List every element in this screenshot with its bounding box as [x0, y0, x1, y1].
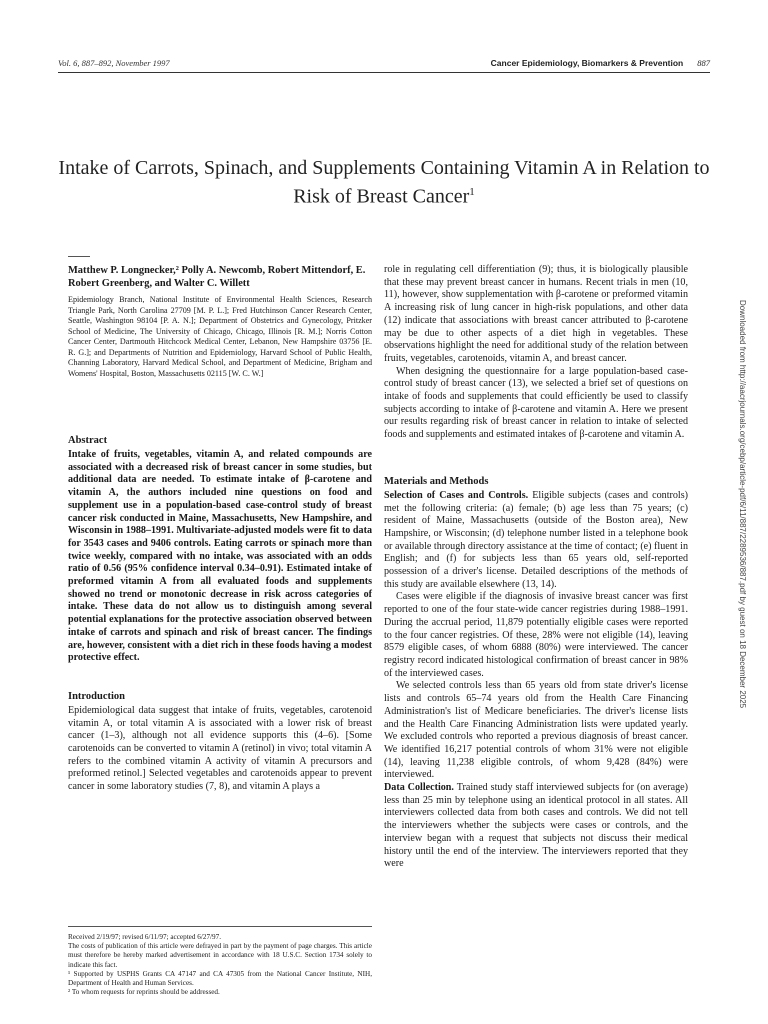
data-collection-text: Trained study staff interviewed subjects for (on average) less than 25 min by telephone using an identical protocol in all states. All interviewers collected data from both cases and controls. We did not tell the interviewers whether the subjects were cases or controls, and the interview began with a request that subjects not discuss their medical history until the end of the interview. The interviewers reported that they were — [384, 782, 688, 870]
footnote-support: ¹ Supported by USPHS Grants CA 47147 and CA 47305 from the National Cancer Institute, NIH, Department of Health and Human Services. — [68, 969, 372, 988]
selection-paragraph — [384, 490, 688, 592]
journal-header — [491, 58, 710, 68]
footnote-received: Received 2/19/97; revised 6/11/97; accepted 6/27/97. — [68, 933, 222, 941]
article-title — [40, 156, 728, 209]
data-collection-paragraph — [384, 782, 688, 871]
affiliations: Epidemiology Branch, National Institute of Environmental Health Sciences, Research Triangle Park, North Carolina 27709 [M. P. L.]; Fred Hutchinson Cancer Research Center, Seattle, Washington 98104 [P. A. N.]; Department of Obstetrics and Gynecology, Pritzker School of Medicine, The University of Chicago, Chicago, Illinois [R. M.]; Norris Cotton Cancer Center, Dartmouth Hitchcock Medical Center, Lebanon, New Hampshire 03756 [E. R. G.]; and Departments of Nutrition and Epidemiology, Harvard School of Public Health, Channing Laboratory, Harvard Medical School, and Department of Medicine, Brigham and Womens' Hospital, Boston, Massachusetts 02115 [W. C. W.] — [68, 295, 372, 378]
methods-heading: Materials and Methods — [384, 475, 489, 487]
footnotes — [68, 926, 372, 997]
introduction-heading: Introduction — [68, 690, 125, 702]
author-rule — [68, 256, 90, 257]
intro-paragraph-2: When designing the questionnaire for a large population-based case-control study of breast cancer (13), we selected a brief set of questions on intake of foods and supplements that could efficiently be used to classify subjects according to intake of β-carotene and vitamin A. Here we present our results regarding risk of breast cancer in relation to intake of selected foods and supplements and estimated intakes of β-carotene and vitamin A. — [384, 365, 688, 441]
left-column — [68, 264, 372, 794]
authors: Matthew P. Longnecker,² Polly A. Newcomb, Robert Mittendorf, E. Robert Greenberg, and Walter C. Willett — [68, 265, 366, 289]
data-collection-subheading: Data Collection. — [384, 782, 454, 794]
selection-text: Eligible subjects (cases and controls) met the following criteria: (a) female; (b) age less than 75 years; (c) resident of Maine, Massachusetts (outside of the Boston area), New Hampshire, or Wisconsin; (d) telephone number listed in a telephone book or available through directory assistance at the time of contact; (e) fluent in English; and (f) for subjects less than 65 years old, self-reported possession of a driver's license. Detailed descriptions of the methods of this study are available elsewhere (13, 14). — [384, 489, 689, 590]
abstract-heading: Abstract — [68, 435, 108, 446]
introduction-text: Epidemiological data suggest that intake of fruits, vegetables, carotenoid vitamin A, or total vitamin A is associated with a lower risk of breast cancer (1–3), although not all evidence supports this (4–6). [Some carotenoids can be converted to vitamin A (retinol) in vivo; total vitamin A refers to the combined vitamin A activity of vitamin A precursors and preformed retinol.] Selected vegetables and carotenoids appear to prevent cancer in some laboratory studies (7, 8), and vitamin A plays a — [68, 704, 372, 793]
page-number: 887 — [697, 58, 710, 68]
right-column — [384, 264, 688, 871]
volume-info: Vol. 6, 887–892, November 1997 — [58, 58, 170, 68]
title-footnote-marker: 1 — [469, 186, 475, 198]
controls-paragraph: We selected controls less than 65 years old from state driver's license lists and controls 65–74 years old from the Health Care Financing Administration's list of Medicare beneficiaries. The driver's license lists and the Health Care Financing Administration lists were updated yearly. We excluded controls who reported a previous diagnosis of breast cancer. We identified 16,217 potential controls of whom 31% were not eligible (14), leaving 11,238 eligible controls, of whom 9,428 (84%) were interviewed. — [384, 680, 688, 781]
footnote-costs: The costs of publication of this article were defrayed in part by the payment of page charges. This article must therefore be hereby marked advertisement in accordance with 18 U.S.C. Section 1734 solely to indicate this fact. — [68, 942, 372, 969]
title-text: Intake of Carrots, Spinach, and Supplements Containing Vitamin A in Relation to Risk of Breast Cancer — [58, 157, 710, 208]
abstract-text: Intake of fruits, vegetables, vitamin A, and related compounds are associated with a decreased risk of breast cancer in some studies, but additional data are needed. To estimate intake of β-carotene and vitamin A, the authors included nine questions on food and supplement use in a population-based case-control study of breast cancer risk conducted in Maine, Massachusetts, New Hampshire, and Wisconsin in 1988–1991. Multivariate-adjusted models were fit to data for 3543 cases and 9406 controls. Eating carrots or spinach more than twice weekly, compared with no intake, was associated with an odds ratio of 0.56 (95% confidence interval 0.34–0.91). Estimated intake of preformed vitamin A from all evaluated foods and supplements showed no trend or monotonic decrease in risk across categories of intake. These data do not allow us to distinguish among several potential explanations for the protective association observed between intake of carrots and spinach and risk of breast cancer. The findings are, however, consistent with a diet rich in these foods having a modest protective effect. — [68, 449, 372, 664]
download-watermark: Downloaded from http://aacrjournals.org/cebp/article-pdf/6/11/887/2289536/887.pdf by guest on 18 December 2025 — [738, 300, 747, 709]
intro-continued: role in regulating cell differentiation (9); thus, it is biologically plausible that these may prevent breast cancer in humans. Recent trials in men (10, 11), however, show supplementation with β-carotene or preformed vitamin A increasing risk of lung cancer in high-risk populations, and other data (12) indicate that associations with breast cancer attributed to β-carotene may be due to other aspects of a diet high in vegetables. These observations highlight the need for additional study of the relation between fruits, vegetables, carotenoids, vitamin A, and breast cancer. — [384, 264, 688, 364]
journal-name: Cancer Epidemiology, Biomarkers & Prevention — [490, 58, 684, 68]
selection-subheading: Selection of Cases and Controls. — [384, 489, 529, 501]
footnote-reprints: ² To whom requests for reprints should be addressed. — [68, 988, 220, 997]
running-head — [58, 58, 710, 73]
cases-paragraph: Cases were eligible if the diagnosis of invasive breast cancer was first reported to one of the four state-wide cancer registries during 1988–1991. During the accrual period, 11,879 potentially eligible cases were reported to the four cancer registries. Of these, 28% were not eligible (14), leaving 8579 eligible cases, of whom 6888 (80%) were interviewed. The cancer registry record indicated histological confirmation of breast cancer in 98% of the interviewed cases. — [384, 591, 688, 679]
